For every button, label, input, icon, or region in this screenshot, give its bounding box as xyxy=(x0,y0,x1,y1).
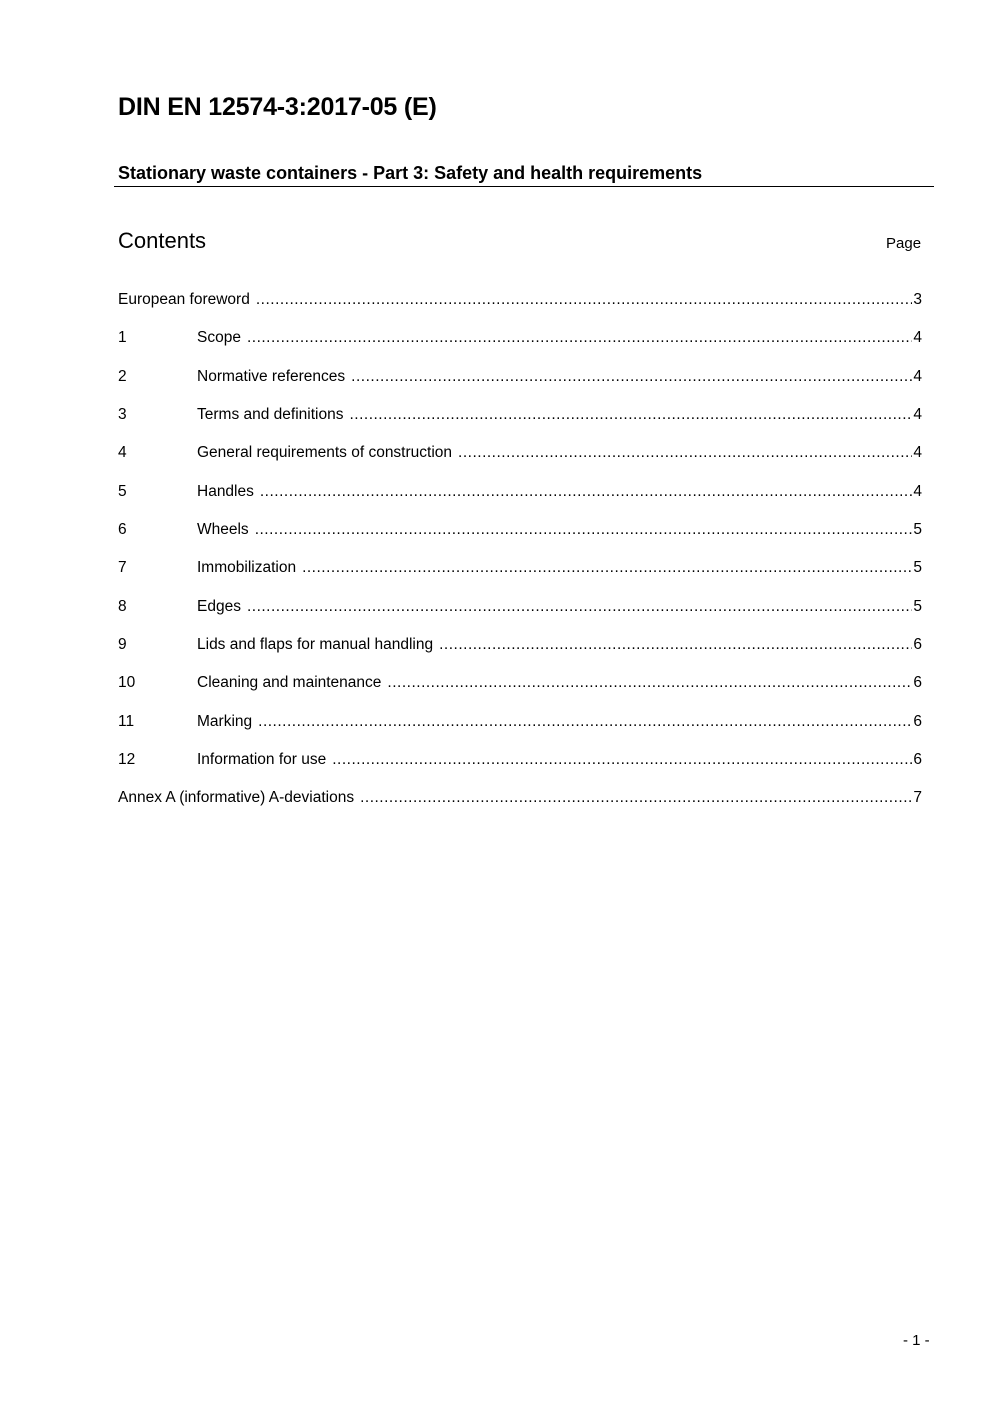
toc-entry-title: Edges xyxy=(197,597,241,615)
toc-entry-number: 10 xyxy=(118,674,136,692)
toc-entry-title: Scope xyxy=(197,329,241,347)
toc-entry-page: 5 xyxy=(913,559,922,577)
toc-entry-edges[interactable] xyxy=(118,598,922,636)
toc-entry-information-for-use[interactable] xyxy=(118,751,922,789)
toc-entry-number: 2 xyxy=(118,367,127,385)
toc-entry-immobilization[interactable] xyxy=(118,559,922,597)
page-column-label: Page xyxy=(886,235,922,252)
toc-leader-dots xyxy=(360,789,912,807)
toc-entry-title: General requirements of construction xyxy=(197,444,453,462)
toc-entry-page: 6 xyxy=(913,712,922,730)
toc-entry-number: 6 xyxy=(118,521,127,539)
toc-leader-dots xyxy=(255,521,913,539)
toc-entry-title: Wheels xyxy=(197,521,249,539)
toc-entry-page: 6 xyxy=(913,674,922,692)
toc-entry-page: 4 xyxy=(913,406,922,424)
toc-entry-number: 7 xyxy=(118,559,127,577)
toc-entry-title: European foreword xyxy=(118,291,250,308)
toc-entry-title: Lids and flaps for manual handling xyxy=(197,636,434,654)
toc-leader-dots xyxy=(247,598,912,616)
toc-leader-dots xyxy=(258,713,912,731)
toc-entry-page: 3 xyxy=(913,291,922,308)
toc-entry-number: 12 xyxy=(118,751,136,769)
document-title: Stationary waste containers - Part 3: Safety and health requirements xyxy=(118,163,703,183)
toc-leader-dots xyxy=(247,329,912,347)
toc-entry-number: 3 xyxy=(118,406,127,424)
toc-entry-normative-references[interactable] xyxy=(118,368,922,406)
toc-entry-number: 9 xyxy=(118,636,127,654)
toc-entry-title: Cleaning and maintenance xyxy=(197,674,382,692)
table-of-contents xyxy=(118,291,922,828)
toc-entry-page: 7 xyxy=(913,789,922,807)
toc-leader-dots xyxy=(458,444,912,462)
toc-entry-title: Marking xyxy=(197,712,253,730)
toc-entry-page: 4 xyxy=(913,444,922,462)
toc-entry-scope[interactable] xyxy=(118,329,922,367)
toc-entry-cleaning-and-maintenance[interactable] xyxy=(118,674,922,712)
toc-entry-handles[interactable] xyxy=(118,483,922,521)
toc-entry-terms-and-definitions[interactable] xyxy=(118,406,922,444)
toc-entry-lids-and-flaps[interactable] xyxy=(118,636,922,674)
toc-entry-general-requirements[interactable] xyxy=(118,444,922,482)
toc-entry-page: 5 xyxy=(913,521,922,539)
toc-leader-dots xyxy=(256,291,913,309)
toc-entry-page: 4 xyxy=(913,482,922,500)
toc-entry-title: Information for use xyxy=(197,751,327,769)
title-divider xyxy=(114,186,934,187)
toc-entry-title: Immobilization xyxy=(197,559,297,577)
toc-leader-dots xyxy=(387,674,912,692)
toc-entry-number: 11 xyxy=(118,712,135,730)
toc-entry-page: 6 xyxy=(913,636,922,654)
toc-entry-number: 8 xyxy=(118,597,127,615)
toc-leader-dots xyxy=(351,368,912,386)
toc-entry-title: Terms and definitions xyxy=(197,406,344,424)
toc-entry-page: 4 xyxy=(913,367,922,385)
toc-entry-title: Normative references xyxy=(197,367,346,385)
toc-entry-annex-a[interactable] xyxy=(118,789,922,827)
page-number: - 1 - xyxy=(903,1332,930,1349)
toc-entry-title: Annex A (informative) A-deviations xyxy=(118,789,355,807)
toc-leader-dots xyxy=(439,636,912,654)
toc-leader-dots xyxy=(349,406,912,424)
toc-entry-wheels[interactable] xyxy=(118,521,922,559)
toc-leader-dots xyxy=(332,751,912,769)
toc-entry-page: 6 xyxy=(913,751,922,769)
contents-heading: Contents xyxy=(118,228,207,253)
toc-entry-european-foreword[interactable] xyxy=(118,291,922,329)
toc-leader-dots xyxy=(302,559,912,577)
toc-entry-page: 5 xyxy=(913,597,922,615)
toc-leader-dots xyxy=(260,483,913,501)
toc-entry-marking[interactable] xyxy=(118,713,922,751)
toc-entry-number: 4 xyxy=(118,444,127,462)
toc-entry-number: 5 xyxy=(118,482,127,500)
toc-entry-number: 1 xyxy=(118,329,127,347)
document-id: DIN EN 12574-3:2017-05 (E) xyxy=(118,93,437,121)
toc-entry-page: 4 xyxy=(913,329,922,347)
toc-entry-title: Handles xyxy=(197,482,254,500)
